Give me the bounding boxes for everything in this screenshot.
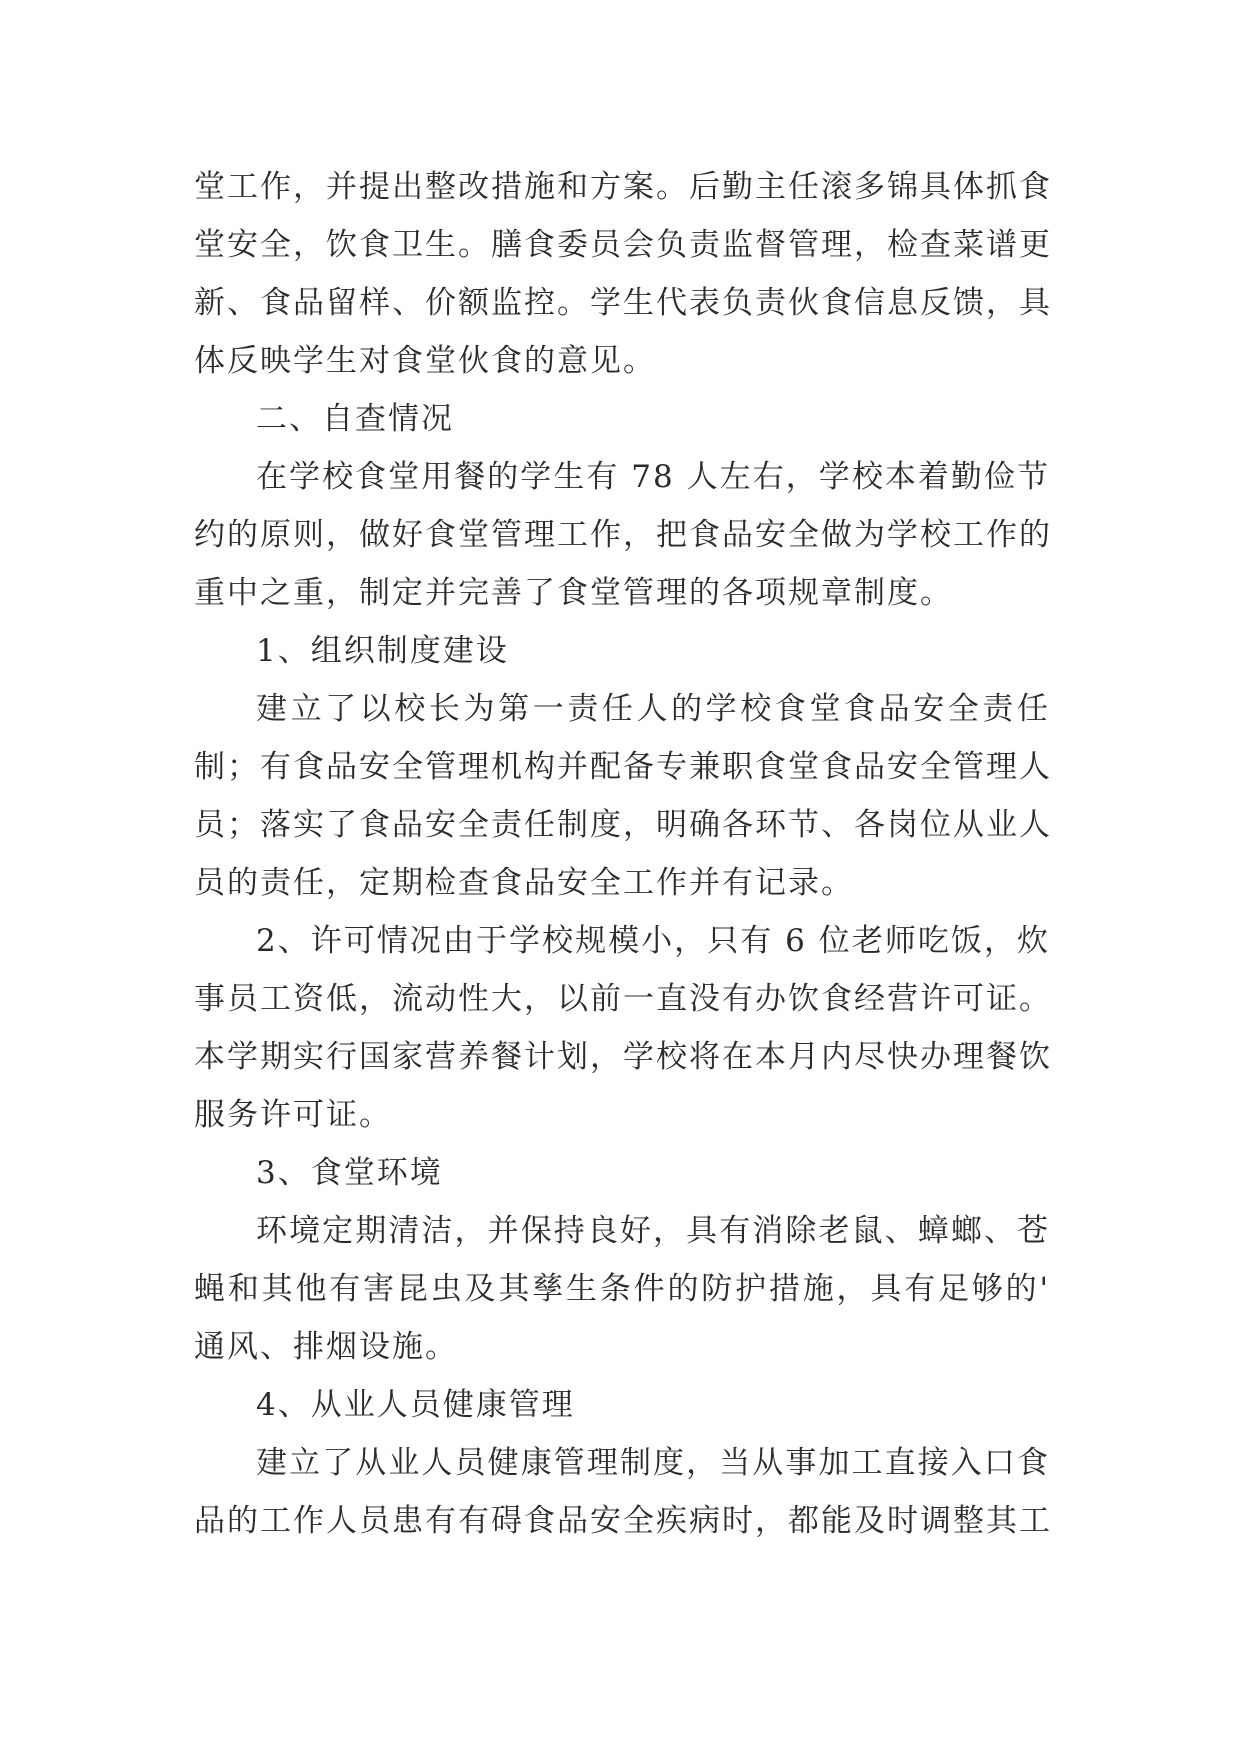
text-line: 建立了从业人员健康管理制度，当从事加工直接入口食	[256, 1445, 1050, 1481]
text-line: 通风、排烟设施。	[194, 1329, 458, 1365]
subsection-heading: 3、食堂环境	[256, 1155, 443, 1191]
section-heading: 二、自查情况	[256, 401, 454, 437]
text-line: 在学校食堂用餐的学生有 78 人左右，学校本着勤俭节	[256, 459, 1050, 495]
text-line: 制；有食品安全管理机构并配备专兼职食堂食品安全管理人	[194, 749, 1052, 785]
text-line: 体反映学生对食堂伙食的意见。	[194, 343, 656, 379]
subsection-heading: 1、组织制度建设	[256, 633, 509, 669]
text-line: 品的工作人员患有有碍食品安全疾病时，都能及时调整其工	[194, 1503, 1052, 1539]
text-line: 事员工资低，流动性大，以前一直没有办饮食经营许可证。	[194, 981, 1052, 1017]
text-line: 本学期实行国家营养餐计划，学校将在本月内尽快办理餐饮	[194, 1039, 1052, 1075]
text-line: 蝇和其他有害昆虫及其孳生条件的防护措施，具有足够的'	[194, 1271, 1050, 1307]
text-line: 重中之重，制定并完善了食堂管理的各项规章制度。	[194, 575, 953, 611]
text-line: 建立了以校长为第一责任人的学校食堂食品安全责任	[256, 691, 1050, 727]
subsection-heading: 4、从业人员健康管理	[256, 1387, 575, 1423]
text-line: 堂工作，并提出整改措施和方案。后勤主任滚多锦具体抓食	[194, 169, 1052, 205]
text-line: 员的责任，定期检查食品安全工作并有记录。	[194, 865, 854, 901]
text-line: 环境定期清洁，并保持良好，具有消除老鼠、蟑螂、苍	[256, 1213, 1050, 1249]
text-line: 约的原则，做好食堂管理工作，把食品安全做为学校工作的	[194, 517, 1052, 553]
text-line: 员；落实了食品安全责任制度，明确各环节、各岗位从业人	[194, 807, 1052, 843]
text-line: 服务许可证。	[194, 1097, 392, 1133]
text-line: 堂安全，饮食卫生。膳食委员会负责监督管理，检查菜谱更	[194, 227, 1052, 263]
text-line: 2、许可情况由于学校规模小，只有 6 位老师吃饭，炊	[256, 923, 1050, 959]
text-line: 新、食品留样、价额监控。学生代表负责伙食信息反馈，具	[194, 285, 1052, 321]
